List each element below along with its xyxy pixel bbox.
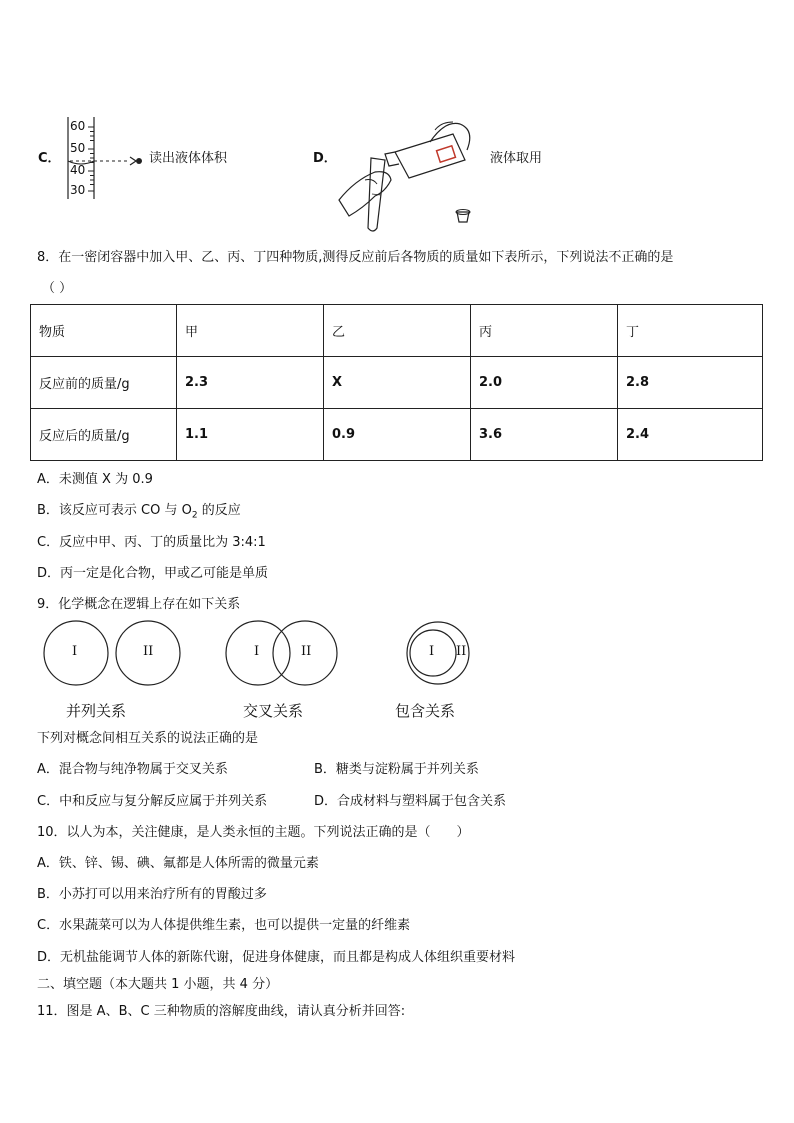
q10-option-d: D．无机盐能调节人体的新陈代谢，促进身体健康，而且都是构成人体组织重要材料 bbox=[37, 950, 516, 965]
q8-option-d: D．丙一定是化合物，甲或乙可能是单质 bbox=[37, 566, 269, 581]
question-9-question: 下列对概念间相互关系的说法正确的是 bbox=[37, 731, 259, 746]
table-cell: 反应后的质量/g bbox=[31, 409, 177, 461]
table-header-cell: 丙 bbox=[471, 305, 618, 357]
table-cell: X bbox=[324, 357, 471, 409]
table-cell: 2.8 bbox=[618, 357, 763, 409]
relation-contain-label: 包含关系 bbox=[395, 702, 456, 720]
option-d-text: 液体取用 bbox=[490, 151, 543, 166]
venn-label-i: I bbox=[72, 644, 78, 659]
scale-label-50: 50 bbox=[70, 141, 86, 155]
option-d-letter: D． bbox=[313, 151, 337, 166]
subscript-2: 2 bbox=[191, 510, 198, 521]
mass-table bbox=[30, 304, 763, 461]
q10-option-a: A．铁、锌、锡、碘、氟都是人体所需的微量元素 bbox=[37, 856, 319, 871]
q8-option-a: A．未测值 X 为 0.9 bbox=[37, 472, 153, 487]
q9-option-c: C．中和反应与复分解反应属于并列关系 bbox=[37, 794, 268, 809]
option-c-letter: C． bbox=[38, 151, 61, 166]
table-cell: 3.6 bbox=[471, 409, 618, 461]
q9-option-b: B．糖类与淀粉属于并列关系 bbox=[314, 762, 479, 777]
scale-label-60: 60 bbox=[70, 119, 86, 133]
question-10-stem: 10．以人为本，关注健康，是人类永恒的主题。下列说法正确的是（ ） bbox=[37, 825, 470, 840]
table-row bbox=[31, 357, 763, 409]
table-cell: 2.0 bbox=[471, 357, 618, 409]
q10-option-c: C．水果蔬菜可以为人体提供维生素，也可以提供一定量的纤维素 bbox=[37, 918, 411, 933]
table-cell: 0.9 bbox=[324, 409, 471, 461]
venn-diagrams bbox=[40, 620, 480, 692]
venn-label-i: I bbox=[429, 644, 435, 659]
q10-option-b: B．小苏打可以用来治疗所有的胃酸过多 bbox=[37, 887, 267, 902]
question-11-stem: 11．图是 A、B、C 三种物质的溶解度曲线，请认真分析并回答: bbox=[37, 1004, 406, 1019]
option-c-text: 读出液体体积 bbox=[149, 151, 228, 166]
relation-cross-label: 交叉关系 bbox=[243, 702, 304, 720]
q8-option-c: C．反应中甲、丙、丁的质量比为 3:4:1 bbox=[37, 535, 266, 550]
table-header-row bbox=[31, 305, 763, 357]
venn-label-ii: II bbox=[456, 644, 467, 659]
question-8-paren: （ ） bbox=[42, 281, 73, 296]
question-9-stem: 9．化学概念在逻辑上存在如下关系 bbox=[37, 597, 241, 612]
table-cell: 反应前的质量/g bbox=[31, 357, 177, 409]
liquid-pouring-figure bbox=[335, 100, 485, 235]
relation-parallel-label: 并列关系 bbox=[66, 702, 127, 720]
q8-option-b-text: B．该反应可表示 CO 与 O bbox=[37, 503, 192, 518]
table-header-cell: 丁 bbox=[618, 305, 763, 357]
venn-label-ii: II bbox=[301, 644, 312, 659]
venn-label-i: I bbox=[254, 644, 260, 659]
table-cell: 1.1 bbox=[177, 409, 324, 461]
venn-label-ii: II bbox=[143, 644, 154, 659]
q8-option-b bbox=[37, 503, 241, 524]
question-8-stem: 8．在一密闭容器中加入甲、乙、丙、丁四种物质,测得反应前后各物质的质量如下表所示，下列说法不正确的是 bbox=[37, 250, 674, 265]
table-row bbox=[31, 409, 763, 461]
table-header-cell: 乙 bbox=[324, 305, 471, 357]
q8-option-b-text-end: 的反应 bbox=[197, 503, 241, 518]
section-heading: 二、填空题（本大题共 1 小题，共 4 分） bbox=[37, 977, 279, 992]
table-cell: 2.3 bbox=[177, 357, 324, 409]
q9-option-a: A．混合物与纯净物属于交叉关系 bbox=[37, 762, 228, 777]
scale-label-40: 40 bbox=[70, 163, 86, 177]
table-header-cell: 甲 bbox=[177, 305, 324, 357]
table-cell: 2.4 bbox=[618, 409, 763, 461]
table-header-cell: 物质 bbox=[31, 305, 177, 357]
scale-label-30: 30 bbox=[70, 183, 86, 197]
q9-option-d: D．合成材料与塑料属于包含关系 bbox=[314, 794, 507, 809]
